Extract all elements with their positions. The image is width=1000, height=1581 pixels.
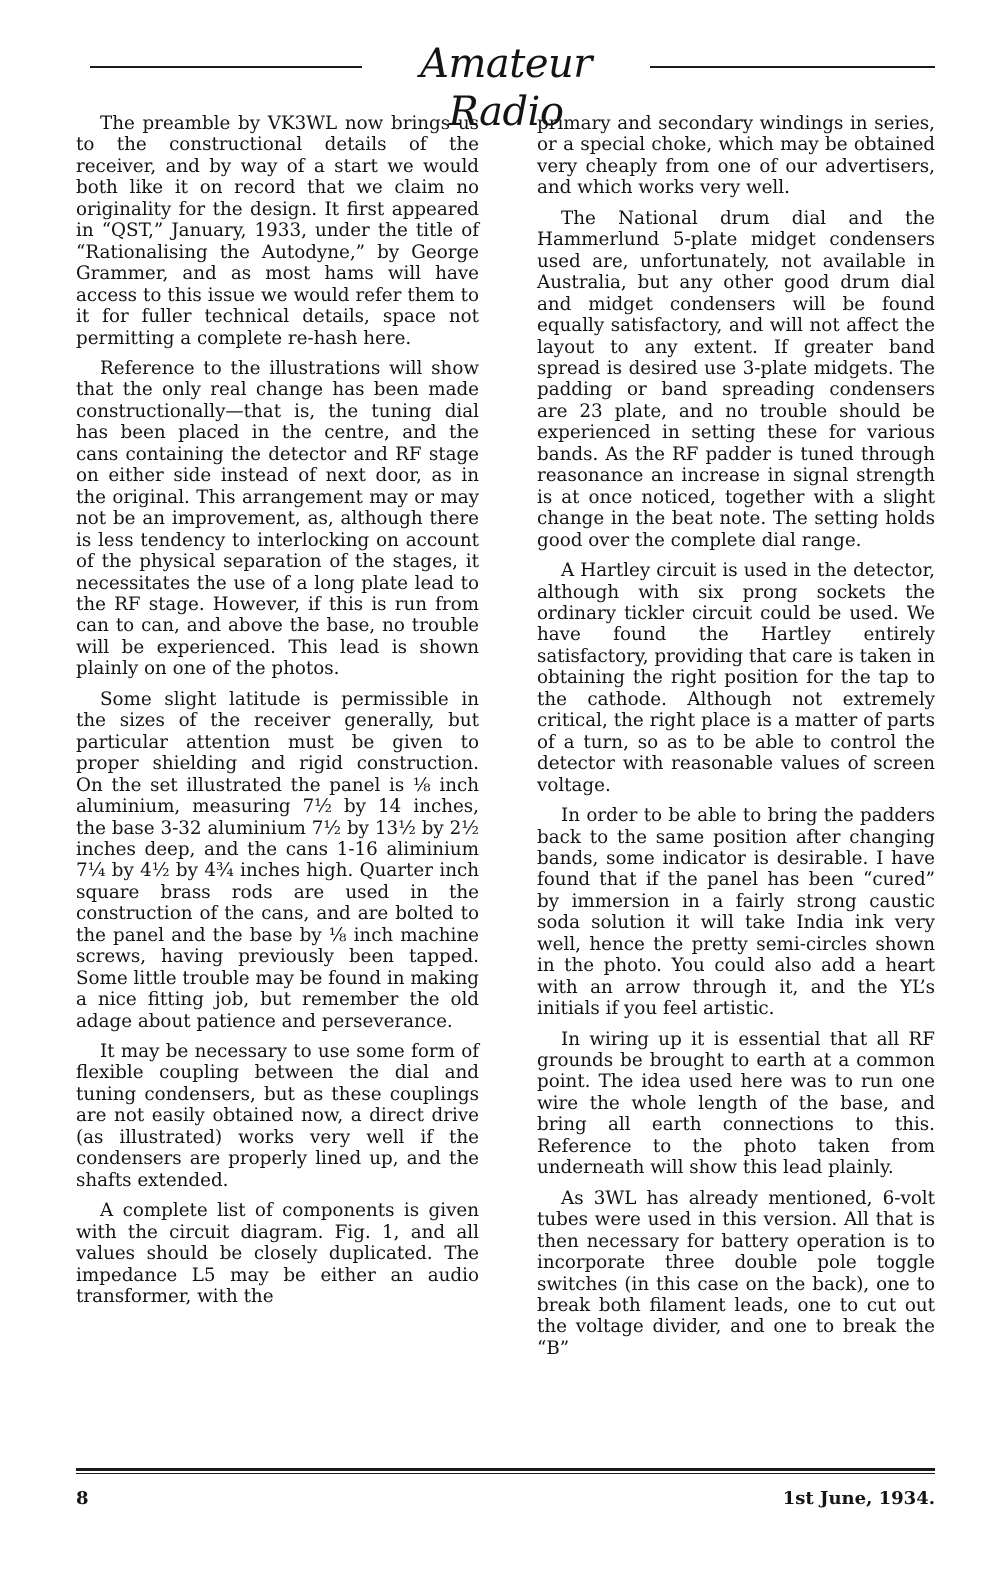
masthead-rule-left xyxy=(90,66,362,68)
masthead xyxy=(90,40,935,135)
paragraph: The National drum dial and the Hammerlund 5-plate midget condensers used are, unfortunately, not available in Australia, but any other good drum dial and midget condensers will be found equally satisfactory, and will not affect the layout to any extent. If greater band spread is desired use 3-plate midgets. The padding or band spreading condensers are 23 plate, and no trouble should be experienced in setting these for various bands. As the RF padder is tuned through reasonance an increase in signal strength is at once noticed, together with a slight change in the beat note. The setting holds good over the complete dial range. xyxy=(537,207,935,551)
paragraph: As 3WL has already mentioned, 6-volt tubes were used in this version. All that is then necessary for battery operation is to incorporate three double pole toggle switches (in this case on the back), one to break both filament leads, one to cut out the voltage divider, and one to break the “B” xyxy=(537,1187,935,1359)
paragraph: In order to be able to bring the padders back to the same position after changing bands, some indicator is desirable. I have found that if the panel has been “cured” by immersion in a fairly strong caustic soda solution it will take India ink very well, hence the pretty semi-circles shown in the photo. You could also add a heart with an arrow through it, and the YL’s initials if you feel artistic. xyxy=(537,805,935,1020)
issue-date: 1st June, 1934. xyxy=(782,1488,935,1509)
masthead-rule-right xyxy=(650,66,935,68)
article-column-left xyxy=(76,113,479,1316)
paragraph: A complete list of components is given with the circuit diagram. Fig. 1, and all values should be closely duplicated. The impedance L5 may be either an audio transformer, with the xyxy=(76,1200,479,1308)
paragraph: Reference to the illustrations will show that the only real change has been made constructionally—that is, the tuning dial has been placed in the centre, and the cans containing the detector and RF stage on either side instead of next door, as in the original. This arrangement may or may not be an improvement, as, although there is less tendency to interlocking on account of the physical separation of the stages, it necessitates the use of a long plate lead to the RF stage. However, if this is run from can to can, and above the base, no trouble will be experienced. This lead is shown plainly on one of the photos. xyxy=(76,357,479,680)
article-column-right xyxy=(537,113,935,1368)
page-number: 8 xyxy=(76,1488,89,1509)
footer-rule-thin xyxy=(76,1473,935,1474)
paragraph: A Hartley circuit is used in the detector, although with six prong sockets the ordinary tickler circuit could be used. We have found the Hartley entirely satisfactory, providing that care is taken in obtaining the right position for the tap to the cathode. Although not extremely critical, the right place is a matter of parts of a turn, so as to be able to control the detector with reasonable values of screen voltage. xyxy=(537,560,935,796)
magazine-title: Amateur Radio xyxy=(420,41,592,135)
paragraph-continuation: primary and secondary windings in series, or a special choke, which may be obtained very cheaply from one of our advertisers, and which works very well. xyxy=(537,113,935,199)
paragraph: The preamble by VK3WL now brings us to the constructional details of the receiver, and by way of a start we would both like it on record that we claim no originality for the design. It first appeared in “QST,” January, 1933, under the title of “Rationalising the Autodyne,” by George Grammer, and as most hams will have access to this issue we would refer them to it for fuller technical details, space not permitting a complete re-hash here. xyxy=(76,113,479,349)
paragraph: In wiring up it is essential that all RF grounds be brought to earth at a common point. The idea used here was to run one wire the whole length of the base, and bring all earth connections to this. Reference to the photo taken from underneath will show this lead plainly. xyxy=(537,1028,935,1179)
paragraph: Some slight latitude is permissible in the sizes of the receiver generally, but particular attention must be given to proper shielding and rigid construction. On the set illustrated the panel is ⅛ inch aluminium, measuring 7½ by 14 inches, the base 3-32 aluminium 7½ by 13½ by 2½ inches deep, and the cans 1-16 aliminium 7¼ by 4½ by 4¾ inches high. Quarter inch square brass rods are used in the construction of the cans, and are bolted to the panel and the base by ⅛ inch machine screws, having previously been tapped. Some little trouble may be found in making a nice fitting job, but remember the old adage about patience and perseverance. xyxy=(76,688,480,1032)
paragraph: It may be necessary to use some form of flexible coupling between the dial and tuning condensers, but as these couplings are not easily obtained now, a direct drive (as illustrated) works very well if the condensers are properly lined up, and the shafts extended. xyxy=(76,1041,479,1191)
footer-rule xyxy=(76,1468,935,1471)
